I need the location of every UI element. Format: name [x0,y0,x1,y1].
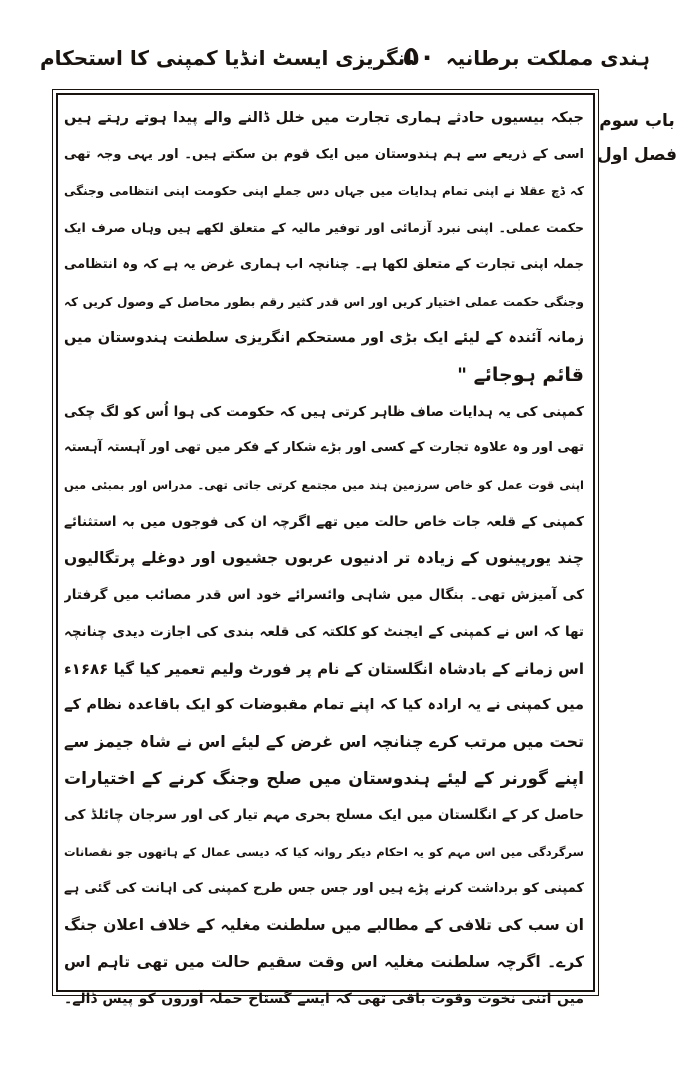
text-line: اسی کے ذریعے سے ہم ہندوستان میں ایک قوم بن سکتے ہیں۔ اور یہی وجہ تھی [64,146,584,162]
text-line: چند یورپینوں کے زیادہ تر ادنیوں عربوں جشیوں اور دوغلے پرتگالیوں [64,549,584,568]
text-line: تھا کہ اس نے کمپنی کے ایجنٹ کو کلکتہ کی قلعہ بندی کی اجازت دیدی چنانچہ [64,623,584,640]
margin-note [596,104,678,172]
text-line: تھی اور وہ علاوہ تجارت کے کسی اور بڑے شکار کے فکر میں تھی اور آہستہ آہستہ [64,440,584,456]
text-line: کمپنی کی یہ ہدایات صاف ظاہر کرتی ہیں کہ حکومت کی ہوا اُس کو لگ چکی [64,403,584,420]
text-line: حکمت عملی۔ اپنی نبرد آزمائی اور توفیر مالیہ کے متعلق لکھے ہیں وہاں صرف ایک [64,220,584,236]
text-line: کمپنی کے قلعہ جات خاص حالت میں تھے اگرچہ ان کی فوجوں میں بہ استثنائے [64,513,584,530]
text-line: سرگردگی میں اس مہم کو یہ احکام دیکر روانہ کیا کہ دیسی عمال کے ہاتھوں جو نقصانات [64,845,584,860]
text-line: جبکہ بیسیوں حادثے ہماری تجارت میں خلل ڈالنے والے پیدا ہوتے رہتے ہیں [64,110,584,126]
text-line: میں کمپنی نے یہ ارادہ کیا کہ اپنے تمام مقبوضات کو ایک باقاعدہ نظام کے [64,697,584,714]
text-line: زمانہ آئندہ کے لیئے ایک بڑی اور مستحکم انگریزی سلطنت ہندوستان میں [64,330,584,347]
chapter-title: انگریزی ایسٹ انڈیا کمپنی کا استحکام [40,46,413,70]
margin-note-chapter: باب سوم [599,111,675,131]
book-title: ہندی مملکت برطانیہ [445,46,650,70]
page-header [40,38,650,90]
text-line: کی آمیزش تھی۔ بنگال میں شاہی وائسرائے خود اس قدر مصائب میں گرفتار [64,587,584,604]
text-line: اپنی قوت عمل کو خاص سرزمین ہند میں مجتمع کرتی جاتی تھی۔ مدراس اور بمبئی میں [64,478,584,493]
text-line: کمپنی کو برداشت کرنے پڑے ہیں اور جس جس طرح کمپنی کی اہانت کی گئی ہے [64,880,584,896]
text-line: حاصل کر کے انگلستان میں ایک مسلح بحری مہم تیار کی اور سرجان چائلڈ کی [64,807,584,824]
text-line: اپنے گورنر کے لیئے ہندوستان میں صلح وجنگ کرنے کے اختیارات [64,768,584,789]
margin-note-section: فصل اول [596,145,678,165]
text-line: قائم ہوجائے " [457,363,584,386]
body-text [64,100,584,1007]
text-line: تحت میں مرتب کرے چنانچہ اس غرض کے لیئے اس نے شاہ جیمز سے [64,731,584,751]
text-line: جملہ اپنی تجارت کے متعلق لکھا ہے۔ چنانچہ اب ہماری غرض یہ ہے کہ وہ انتظامی [64,256,584,272]
text-line: اس زمانے کے بادشاہ انگلستان کے نام پر فورٹ ولیم تعمیر کیا گیا ۱۶۸۶ء [64,659,584,678]
text-line: میں اتنی نخوت وقوت باقی تھی کہ ایسے گستاخ حملہ آوروں کو پیس ڈالے۔ [64,990,584,1007]
text-line: کہ ڈچ عقلا نے اپنی تمام ہدایات میں جہاں دس جملے اپنی حکومت اپنی انتظامی وجنگی [64,184,584,199]
text-line: ان سب کی تلافی کے مطالبے میں سلطنت مغلیہ کے خلاف اعلان جنگ [64,916,584,935]
text-line: کرے۔ اگرچہ سلطنت مغلیہ اس وقت سقیم حالت میں تھی تاہم اس [64,953,584,972]
text-line: وجنگی حکمت عملی اختیار کریں اور اس قدر کثیر رقم بطور محاصل کے وصول کریں کہ [64,294,584,309]
page-number: ۵۰ [403,42,435,72]
